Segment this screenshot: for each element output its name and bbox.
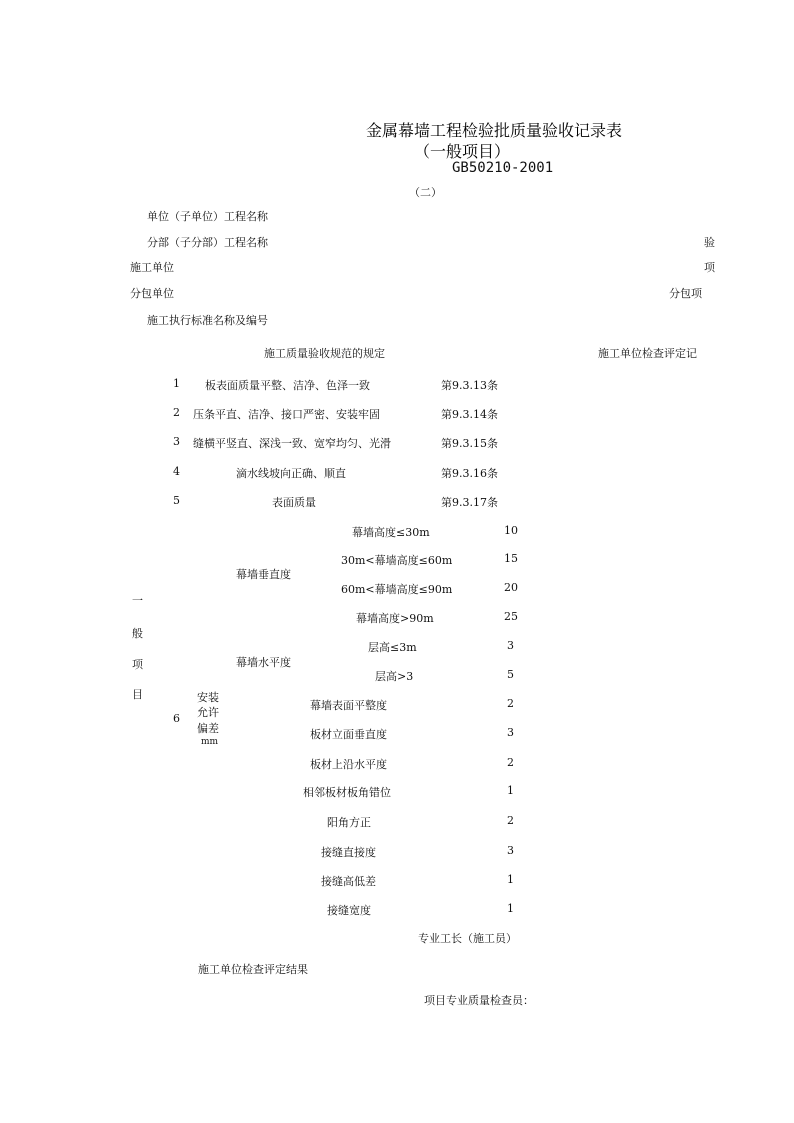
form-subtitle: （一般项目） (414, 142, 511, 161)
general-item-char-3: 项 (132, 658, 143, 671)
deviation-row-name: 层高>3 (375, 670, 414, 683)
project-manager-fragment: 项 (704, 261, 715, 274)
subcontract-manager-label: 分包项 (669, 287, 702, 300)
item-clause: 第9.3.15条 (441, 437, 498, 450)
deviation-row-name: 层高≤3m (368, 641, 417, 654)
deviation-label-unit: mm (201, 737, 219, 747)
deviation-row-value: 3 (507, 844, 514, 857)
deviation-label-line-2: 允许 (197, 706, 219, 719)
item-number: 2 (173, 406, 180, 419)
deviation-row-name: 接缝高低差 (321, 875, 376, 888)
deviation-row-value: 1 (507, 784, 514, 797)
deviation-row-name: 60m<幕墙高度≤90m (341, 583, 453, 596)
deviation-row-value: 1 (507, 902, 514, 915)
construction-unit-label: 施工单位 (130, 261, 174, 274)
general-item-char-4: 目 (132, 688, 143, 701)
item-text: 滴水线坡向正确、顺直 (236, 467, 346, 480)
quality-inspector-label: 项目专业质量检查员： (424, 994, 534, 1007)
item-text: 压条平直、洁净、接口严密、安装牢固 (193, 408, 380, 421)
general-item-char-2: 般 (132, 627, 143, 640)
deviation-row-name: 幕墙表面平整度 (310, 699, 387, 712)
part-number: （二） (409, 186, 442, 199)
item-clause: 第9.3.14条 (441, 408, 498, 421)
standard-label: 施工执行标准名称及编号 (147, 314, 268, 327)
unit-project-name-label: 单位（子单位）工程名称 (147, 210, 268, 223)
sub-project-name-label: 分部（子分部）工程名称 (147, 236, 268, 249)
horizontal-group-label: 幕墙水平度 (236, 656, 291, 669)
deviation-label-line-3: 偏差 (197, 722, 219, 735)
deviation-row-value: 2 (507, 756, 514, 769)
standard-code: GB50210-2001 (452, 160, 554, 176)
deviation-row-value: 20 (504, 581, 518, 594)
deviation-row-value: 1 (507, 873, 514, 886)
general-item-char-1: 一 (132, 594, 143, 607)
item-number: 3 (173, 435, 180, 448)
foreman-label: 专业工长（施工员） (418, 932, 517, 945)
deviation-label-line-1: 安装 (197, 691, 219, 704)
deviation-row-name: 幕墙高度≤30m (352, 526, 430, 539)
subcontract-unit-label: 分包单位 (130, 287, 174, 300)
deviation-row-name: 接缝直接度 (321, 846, 376, 859)
deviation-row-value: 2 (507, 697, 514, 710)
deviation-row-name: 阳角方正 (327, 816, 371, 829)
deviation-row-value: 25 (504, 610, 518, 623)
deviation-row-name: 相邻板材板角错位 (303, 786, 391, 799)
item-number: 1 (173, 377, 180, 390)
deviation-row-name: 板材上沿水平度 (310, 758, 387, 771)
form-title: 金属幕墙工程检验批质量验收记录表 (366, 121, 623, 140)
item-number: 5 (173, 494, 180, 507)
item-text: 缝横平竖直、深浅一致、宽窄均匀、光滑 (193, 437, 391, 450)
deviation-row-name: 30m<幕墙高度≤60m (341, 554, 453, 567)
item-number: 4 (173, 465, 180, 478)
deviation-row-name: 板材立面垂直度 (310, 728, 387, 741)
deviation-row-value: 5 (507, 668, 514, 681)
deviation-row-value: 2 (507, 814, 514, 827)
item-clause: 第9.3.17条 (441, 496, 498, 509)
acceptance-part-fragment: 验 (704, 236, 715, 249)
spec-header: 施工质量验收规范的规定 (264, 347, 385, 360)
deviation-row-value: 15 (504, 552, 518, 565)
deviation-row-name: 接缝宽度 (327, 904, 371, 917)
check-result-label: 施工单位检查评定结果 (198, 963, 308, 976)
check-record-header: 施工单位检查评定记 (598, 347, 697, 360)
item-text: 板表面质量平整、洁净、色泽一致 (205, 379, 370, 392)
item-text: 表面质量 (272, 496, 316, 509)
deviation-item-number: 6 (173, 712, 180, 725)
vertical-group-label: 幕墙垂直度 (236, 568, 291, 581)
item-clause: 第9.3.16条 (441, 467, 498, 480)
item-clause: 第9.3.13条 (441, 379, 498, 392)
deviation-row-value: 3 (507, 639, 514, 652)
deviation-row-value: 10 (504, 524, 518, 537)
deviation-row-name: 幕墙高度>90m (356, 612, 434, 625)
deviation-row-value: 3 (507, 726, 514, 739)
